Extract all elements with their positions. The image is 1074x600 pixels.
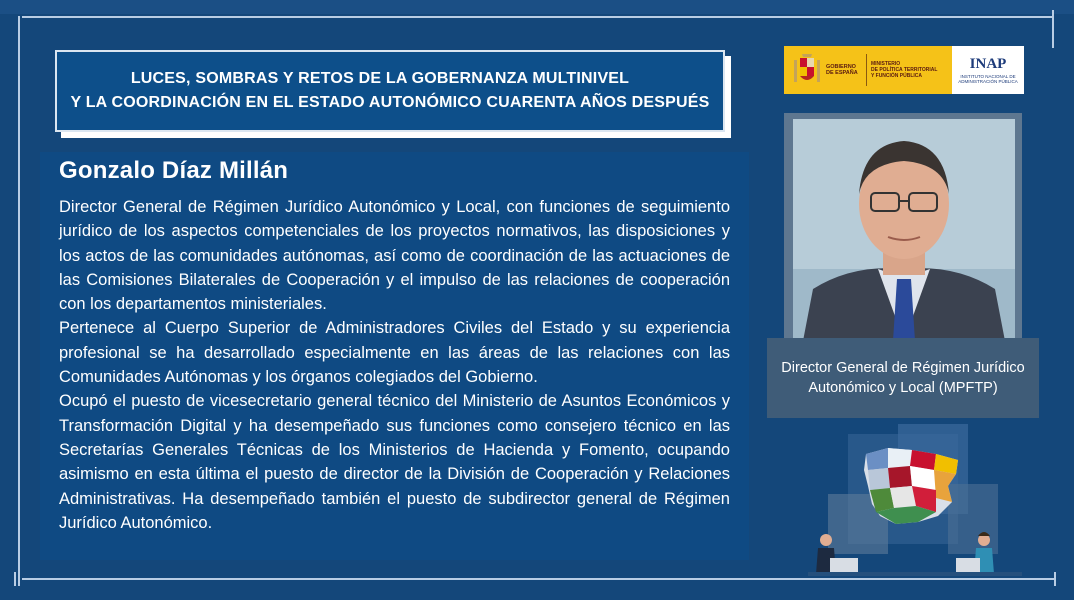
ministerio-label (871, 61, 951, 79)
frame-cap-left (14, 572, 16, 586)
inap-subtitle (955, 74, 1021, 85)
inap-name: INAP (969, 55, 1007, 72)
bio-paragraph-3: Ocupó el puesto de vicesecretario general técnico del Ministerio de Asuntos Económicos y Transformación Digital y ha desempeñado sus funciones como consejero técnico en las Secretarías Generales Técnicas de los Ministerios de Hacienda y Fomento, ocupando asimismo en esta última el puesto de director de la División de Cooperación y Relaciones Administrativas. Ha desempeñado también el puesto de subdirector general de Régimen Jurídico Autonómico. (59, 392, 730, 532)
speaker-photo-frame (784, 113, 1022, 345)
ministerio-line-3: Y FUNCIÓN PÚBLICA (871, 73, 923, 79)
spain-map-speakers-illustration (808, 424, 1022, 576)
bio-paragraph-2: Pertenece al Cuerpo Superior de Administradores Civiles del Estado y su experiencia profesional se ha desarrollado especialmente en las áreas de las relaciones con las Comunidades Autónomas y los órganos colegiados del Gobierno. (59, 319, 730, 387)
top-frame-band (0, 0, 1074, 14)
institution-logos (784, 46, 1024, 94)
ministerio-line-2: DE POLÍTICA TERRITORIAL (871, 67, 938, 73)
event-title-banner (55, 50, 725, 132)
ministerio-line-1: MINISTERIO (871, 61, 901, 67)
gobierno-label (826, 64, 862, 77)
frame-line-bottom (22, 578, 1056, 580)
event-title-line-2: Y LA COORDINACIÓN EN EL ESTADO AUTONÓMICO CUARENTA AÑOS DESPUÉS (70, 94, 710, 111)
speaker-portrait-illustration (793, 119, 1015, 341)
frame-line-top (22, 16, 1052, 18)
spain-coat-of-arms-icon (792, 52, 822, 88)
bio-text (59, 195, 730, 535)
photo-caption-line-2: Autonómico y Local (MPFTP) (808, 380, 998, 396)
bio-paragraph-1: Director General de Régimen Jurídico Autonómico y Local, con funciones de seguimiento jurídico de los aspectos competenciales de los proyectos normativos, las disposiciones y los actos de las comunidades autónomas, así como de coordinación de las actuaciones de las Comisiones Bilaterales de Cooperación y el impulso de las relaciones de cooperación con los departamentos ministeriales. (59, 198, 730, 314)
frame-line-right (1052, 10, 1054, 48)
gobierno-de-espana-logo (784, 46, 952, 94)
speaker-name: Gonzalo Díaz Millán (59, 157, 289, 184)
event-title-line-1: LUCES, SOMBRAS Y RETOS DE LA GOBERNANZA MULTINIVEL (130, 70, 630, 87)
inap-sub-line-2: ADMINISTRACIÓN PÚBLICA (958, 79, 1018, 84)
logo-divider (866, 54, 867, 86)
inap-logo (952, 46, 1024, 94)
gobierno-line-1: GOBIERNO (826, 63, 856, 70)
photo-caption-line-1: Director General de Régimen Jurídico (781, 360, 1025, 376)
speaker-photo (793, 119, 1015, 341)
frame-cap-right (1054, 572, 1056, 586)
photo-caption (767, 338, 1039, 418)
inap-sub-line-1: INSTITUTO NACIONAL DE (960, 73, 1016, 79)
frame-line-left (18, 16, 20, 586)
gobierno-line-2: DE ESPAÑA (826, 70, 858, 76)
